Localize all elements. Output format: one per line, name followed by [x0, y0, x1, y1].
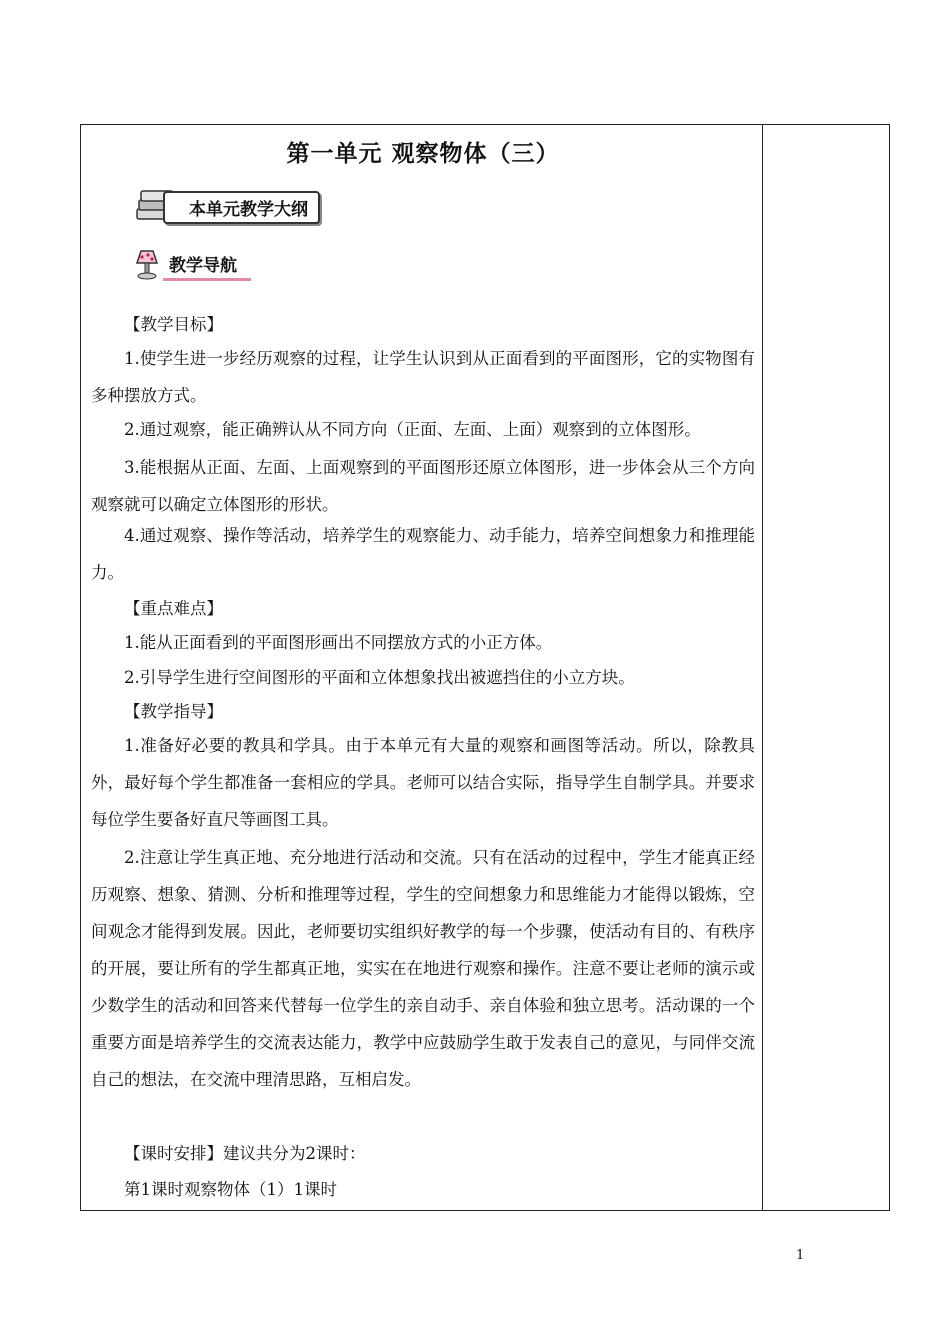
outline-badge-label: 本单元教学大纲	[163, 191, 320, 224]
goal-3: 3.能根据从正面、左面、上面观察到的平面图形还原立体图形，进一步体会从三个方向观察就可以确定立体图形的形状。	[91, 458, 755, 514]
lesson-1: 第1课时观察物体（1）1课时	[124, 1180, 337, 1199]
goal-2: 2.通过观察，能正确辨认从不同方向（正面、左面、上面）观察到的立体图形。	[124, 420, 701, 439]
goals-heading: 【教学目标】	[124, 315, 223, 334]
page-title: 第一单元 观察物体（三）	[286, 140, 560, 167]
goal-1: 1.使学生进一步经历观察的过程，让学生认识到从正面看到的平面图形，它的实物图有多种摆放方式。	[91, 349, 755, 405]
guidance-1: 1.准备好必要的教具和学具。由于本单元有大量的观察和画图等活动。所以，除教具外，最好每个学生都准备一套相应的学具。老师可以结合实际，指导学生自制学具。并要求每位学生要备好直尺等画图工具。	[91, 736, 755, 829]
guide-badge	[129, 247, 251, 285]
column-divider	[762, 125, 763, 1210]
key-point-2: 2.引导学生进行空间图形的平面和立体想象找出被遮挡住的小立方块。	[124, 668, 635, 687]
schedule-heading: 【课时安排】建议共分为2课时：	[124, 1144, 366, 1163]
key-point-1: 1.能从正面看到的平面图形画出不同摆放方式的小正方体。	[124, 633, 553, 652]
guidance-2: 2.注意让学生真正地、充分地进行活动和交流。只有在活动的过程中，学生才能真正经历观察、想象、猜测、分析和推理等过程，学生的空间想象力和思维能力才能得以锻炼，空间观念才能得到发展。因此，老师要切实组织好教学的每一个步骤，使活动有目的、有秩序的开展，要让所有的学生都真正地，实实在在地进行观察和操作。注意不要让老师的演示或少数学生的活动和回答来代替每一位学生的亲自动手、亲自体验和独立思考。活动课的一个重要方面是培养学生的交流表达能力，教学中应鼓励学生敢于发表自己的意见，与同伴交流自己的想法，在交流中理清思路，互相启发。	[91, 848, 755, 1089]
guide-badge-label: 教学导航	[163, 251, 251, 281]
guidance-heading: 【教学指导】	[124, 702, 223, 721]
key-heading: 【重点难点】	[124, 599, 223, 618]
outline-badge	[133, 185, 320, 229]
pink-lamp-icon	[129, 247, 163, 285]
lesson-plan-table	[80, 124, 890, 1211]
page-number: 1	[796, 1248, 805, 1263]
goal-4: 4.通过观察、操作等活动，培养学生的观察能力、动手能力，培养空间想象力和推理能力。	[91, 526, 755, 582]
